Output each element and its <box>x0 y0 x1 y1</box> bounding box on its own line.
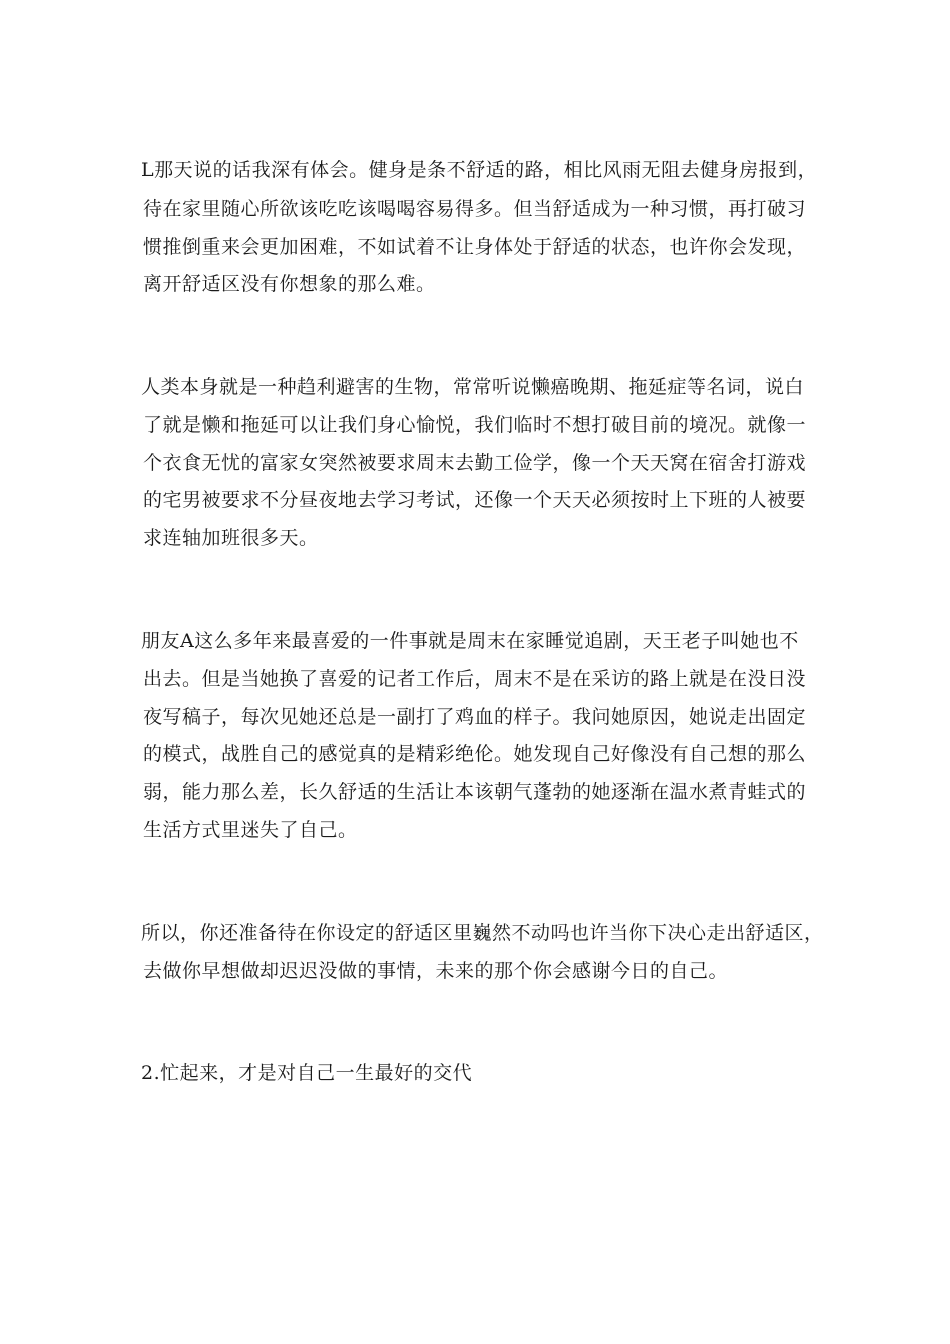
section-heading: 2.忙起来，才是对自己一生最好的交代 <box>141 1062 473 1084</box>
paragraph-3-line-3: 夜写稿子，每次见她还总是一副打了鸡血的样子。我问她原因，她说走出固定 <box>143 706 807 728</box>
paragraph-2-line-4: 的宅男被要求不分昼夜地去学习考试，还像一个天天必须按时上下班的人被要 <box>143 489 807 511</box>
paragraph-4-line-1: 所以，你还准备待在你设定的舒适区里巍然不动吗也许当你下决心走出舒适区， <box>141 922 824 944</box>
paragraph-1-line-3: 惯推倒重来会更加困难，不如试着不让身体处于舒适的状态，也许你会发现， <box>143 236 807 258</box>
paragraph-2-line-2: 了就是懒和拖延可以让我们身心愉悦，我们临时不想打破目前的境况。就像一 <box>143 414 807 436</box>
paragraph-2-line-5: 求连轴加班很多天。 <box>143 527 319 549</box>
paragraph-3-line-6: 生活方式里迷失了自己。 <box>143 819 358 841</box>
paragraph-1-line-2: 待在家里随心所欲该吃吃该喝喝容易得多。但当舒适成为一种习惯，再打破习 <box>143 198 807 220</box>
paragraph-3-line-5: 弱，能力那么差，长久舒适的生活让本该朝气蓬勃的她逐渐在温水煮青蛙式的 <box>143 781 807 803</box>
paragraph-1-line-1: L那天说的话我深有体会。健身是条不舒适的路，相比风雨无阻去健身房报到， <box>141 159 818 181</box>
paragraph-4-line-2: 去做你早想做却迟迟没做的事情，未来的那个你会感谢今日的自己。 <box>143 960 729 982</box>
paragraph-3-line-2: 出去。但是当她换了喜爱的记者工作后，周末不是在采访的路上就是在没日没 <box>143 668 807 690</box>
paragraph-2-line-3: 个衣食无忧的富家女突然被要求周末去勤工俭学，像一个天天窝在宿舍打游戏 <box>143 452 807 474</box>
paragraph-3-line-1: 朋友A这么多年来最喜爱的一件事就是周末在家睡觉追剧，天王老子叫她也不 <box>141 630 799 652</box>
paragraph-3-line-4: 的模式，战胜自己的感觉真的是精彩绝伦。她发现自己好像没有自己想的那么 <box>143 743 807 765</box>
paragraph-2-line-1: 人类本身就是一种趋利避害的生物，常常听说懒癌晚期、拖延症等名词，说白 <box>141 376 805 398</box>
paragraph-1-line-4: 离开舒适区没有你想象的那么难。 <box>143 273 436 295</box>
